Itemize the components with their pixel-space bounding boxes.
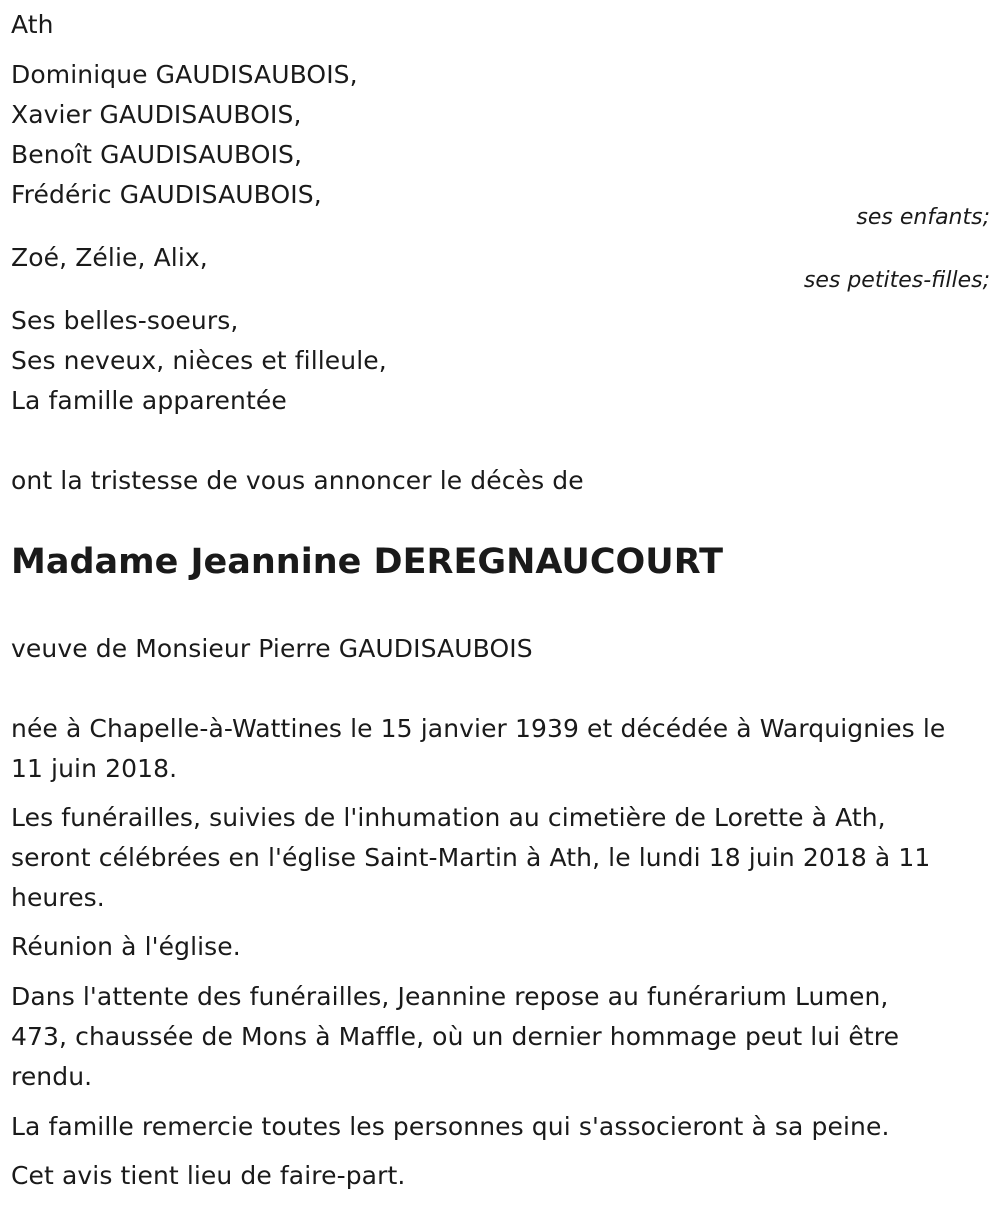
location: Ath bbox=[11, 10, 54, 39]
deceased-name: Madame Jeannine DEREGNAUCOURT bbox=[11, 542, 723, 582]
announcement: ont la tristesse de vous annoncer le décès de bbox=[11, 466, 584, 495]
notice: Cet avis tient lieu de faire-part. bbox=[11, 1161, 406, 1190]
child-name: Dominique GAUDISAUBOIS, bbox=[11, 60, 358, 89]
birth-death-line: née à Chapelle-à-Wattines le 15 janvier 1939 et décédée à Warquignies le bbox=[11, 714, 946, 743]
child-name: Benoît GAUDISAUBOIS, bbox=[11, 140, 303, 169]
repose-line: Dans l'attente des funérailles, Jeannine repose au funérarium Lumen, bbox=[11, 982, 889, 1011]
granddaughters: Zoé, Zélie, Alix, bbox=[11, 243, 208, 272]
repose-line: rendu. bbox=[11, 1062, 93, 1091]
child-name: Xavier GAUDISAUBOIS, bbox=[11, 100, 302, 129]
child-name: Frédéric GAUDISAUBOIS, bbox=[11, 180, 322, 209]
reunion: Réunion à l'église. bbox=[11, 932, 241, 961]
repose-line: 473, chaussée de Mons à Maffle, où un dernier hommage peut lui être bbox=[11, 1022, 900, 1051]
funeral-line: Les funérailles, suivies de l'inhumation au cimetière de Lorette à Ath, bbox=[11, 803, 886, 832]
relatives-line: La famille apparentée bbox=[11, 386, 287, 415]
granddaughters-label: ses petites-filles; bbox=[803, 268, 990, 293]
funeral-line: heures. bbox=[11, 883, 105, 912]
relatives-line: Ses belles-soeurs, bbox=[11, 306, 239, 335]
children-label: ses enfants; bbox=[856, 205, 990, 230]
widow-of: veuve de Monsieur Pierre GAUDISAUBOIS bbox=[11, 634, 533, 663]
thanks: La famille remercie toutes les personnes qui s'associeront à sa peine. bbox=[11, 1112, 890, 1141]
relatives-line: Ses neveux, nièces et filleule, bbox=[11, 346, 387, 375]
birth-death-line: 11 juin 2018. bbox=[11, 754, 178, 783]
funeral-line: seront célébrées en l'église Saint-Martin à Ath, le lundi 18 juin 2018 à 11 bbox=[11, 843, 931, 872]
